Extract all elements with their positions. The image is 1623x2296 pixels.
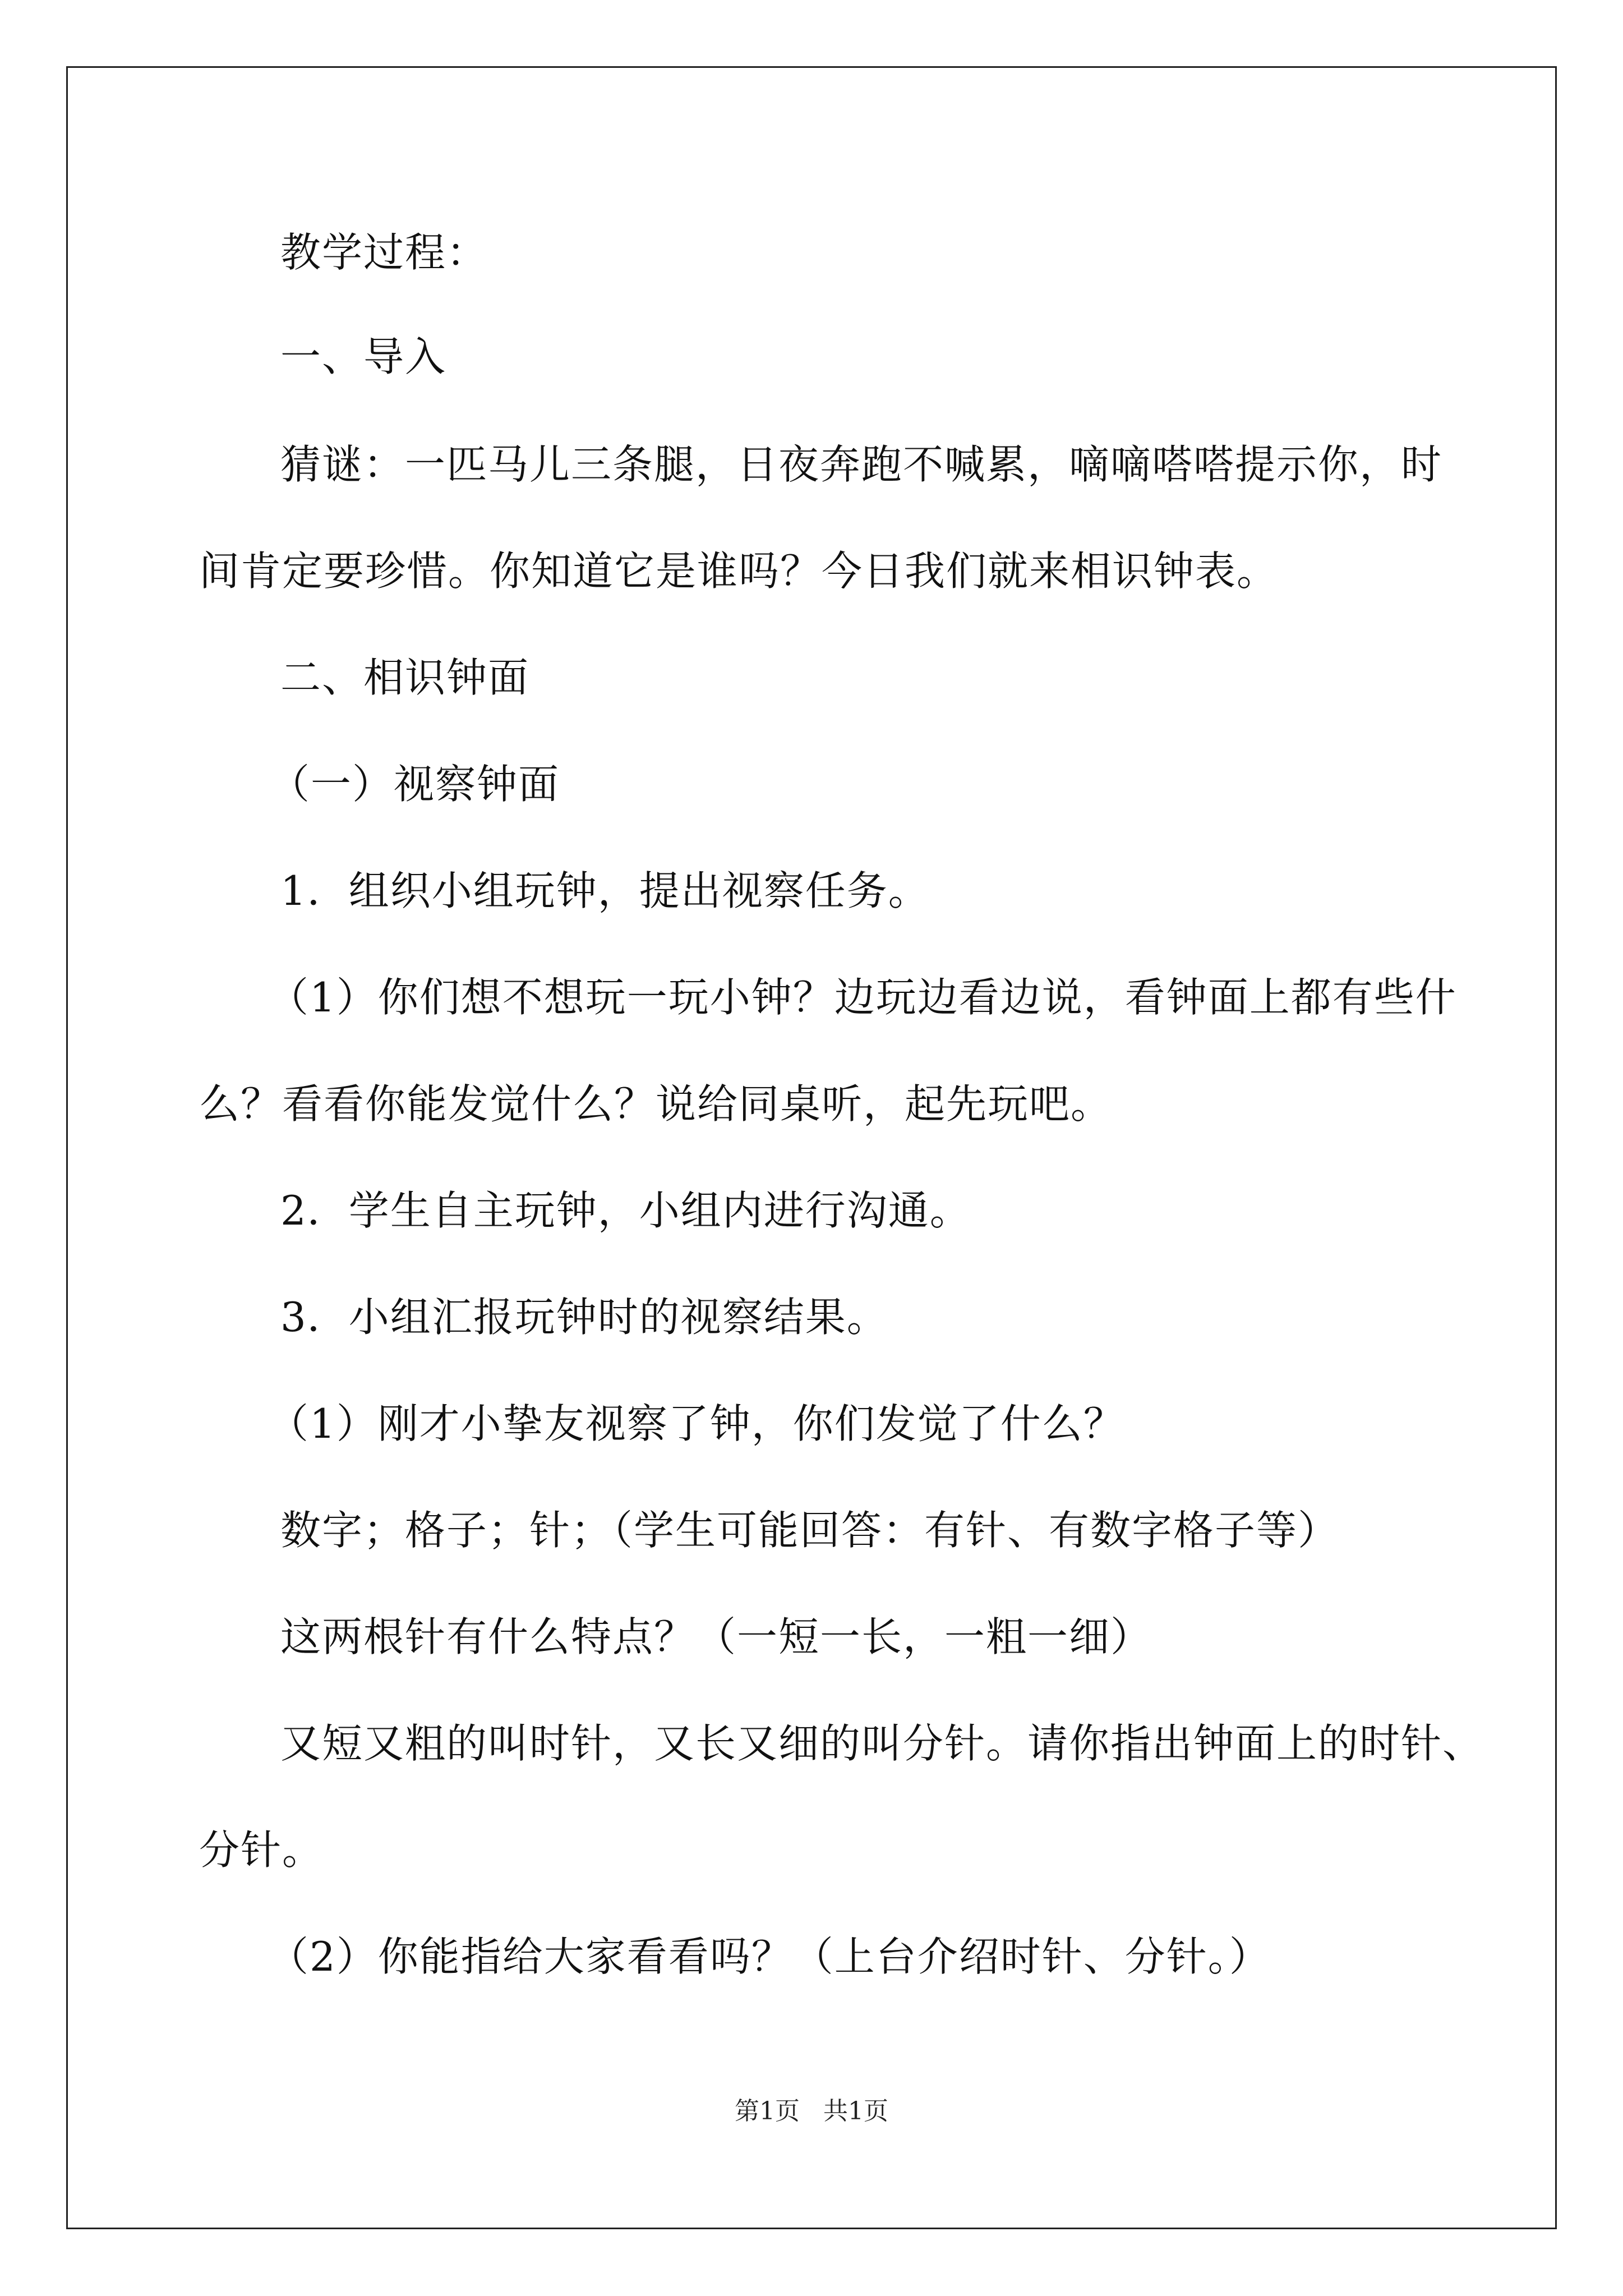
list-item: 3．小组汇报玩钟时的视察结果。 (280, 1294, 888, 1341)
section-heading-clock-face: 二、相识钟面 (280, 654, 530, 701)
section-heading-introduction: 一、导入 (280, 333, 447, 380)
paragraph-line: 猜谜：一匹马儿三条腿，日夜奔跑不喊累，嘀嘀嗒嗒提示你，时 (280, 441, 1443, 488)
page-border (66, 66, 1557, 2229)
paragraph-line: （2）你能指给大家看看吗？（上台介绍时针、分针。） (268, 1933, 1271, 1980)
heading-teaching-process: 教学过程： (280, 229, 488, 276)
paragraph-line: （1）刚才小挚友视察了钟，你们发觉了什么？ (268, 1400, 1125, 1447)
subsection-heading-observe: （一）视察钟面 (269, 761, 560, 808)
paragraph-line: 这两根针有什么特点？（一短一长，一粗一细） (280, 1613, 1152, 1660)
paragraph-line: （1）你们想不想玩一玩小钟？边玩边看边说，看钟面上都有些什 (268, 974, 1457, 1021)
paragraph-line: 分针。 (199, 1826, 324, 1874)
page-footer: 第1页 共1页 (735, 2097, 888, 2125)
list-item: 1．组织小组玩钟，提出视察任务。 (280, 867, 930, 914)
paragraph-line: 又短又粗的叫时针，又长又细的叫分针。请你指出钟面上的时针、 (280, 1720, 1484, 1767)
paragraph-line: 间肯定要珍惜。你知道它是谁吗？今日我们就来相识钟表。 (199, 547, 1279, 595)
paragraph-line: 数字；格子；针；（学生可能回答：有针、有数字格子等） (280, 1507, 1340, 1554)
list-item: 2．学生自主玩钟，小组内进行沟通。 (280, 1187, 971, 1234)
paragraph-line: 么？看看你能发觉什么？说给同桌听，起先玩吧。 (199, 1080, 1113, 1128)
